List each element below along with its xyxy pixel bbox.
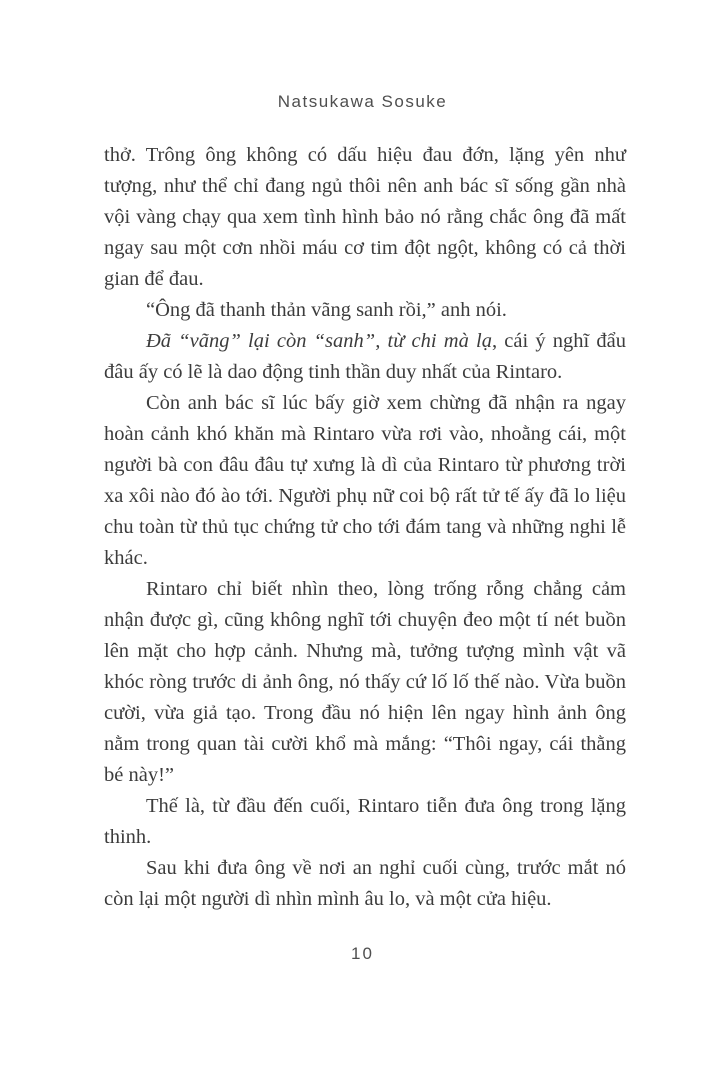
paragraph [104, 295, 626, 326]
text-run: Thế là, từ đầu đến cuối, Rintaro tiễn đưa ông trong lặng thinh. [104, 795, 626, 848]
text-run: Sau khi đưa ông về nơi an nghỉ cuối cùng, trước mắt nó còn lại một người dì nhìn mình âu lo, và một cửa hiệu. [104, 857, 626, 910]
text-run: thở. Trông ông không có dấu hiệu đau đớn, lặng yên như tượng, như thể chỉ đang ngủ thôi nên anh bác sĩ sống gần nhà vội vàng chạy qua xem tình hình bảo nó rằng chắc ông đã mất ngay sau một cơn nhồi máu cơ tim đột ngột, không có cả thời gian để đau. [104, 144, 626, 290]
paragraph [104, 853, 626, 915]
text-run: Còn anh bác sĩ lúc bấy giờ xem chừng đã nhận ra ngay hoàn cảnh khó khăn mà Rintaro vừa rơi vào, nhoằng cái, một người bà con đâu đâu tự xưng là dì của Rintaro từ phương trời xa xôi nào đó ào tới. Người phụ nữ coi bộ rất tử tế ấy đã lo liệu chu toàn từ thủ tục chứng tử cho tới đám tang và những nghi lễ khác. [104, 392, 626, 569]
text-run: “Ông đã thanh thản vãng sanh rồi,” anh nói. [146, 299, 507, 321]
paragraph [104, 140, 626, 295]
running-header: Natsukawa Sosuke [277, 92, 448, 111]
text-run: Rintaro chỉ biết nhìn theo, lòng trống rỗng chẳng cảm nhận được gì, cũng không nghĩ tới chuyện đeo một tí nét buồn lên mặt cho hợp cảnh. Nhưng mà, tưởng tượng mình vật vã khóc ròng trước di ảnh ông, nó thấy cứ lố lố thế nào. Vừa buồn cười, vừa giả tạo. Trong đầu nó hiện lên ngay hình ảnh ông nằm trong quan tài cười khổ mà mắng: “Thôi ngay, cái thằng bé này!” [104, 578, 626, 786]
paragraph [104, 791, 626, 853]
page-number: 10 [351, 944, 374, 963]
paragraph [104, 574, 626, 791]
text-run: , cái ý nghĩ đẩu đâu ấy có lẽ là dao động tinh thần duy nhất của Rintaro. [104, 330, 626, 383]
paragraph [104, 388, 626, 574]
paragraph [104, 326, 626, 388]
italic-text-run: Đã “vãng” lại còn “sanh”, từ chi mà lạ [146, 330, 492, 352]
text-block [104, 140, 626, 915]
